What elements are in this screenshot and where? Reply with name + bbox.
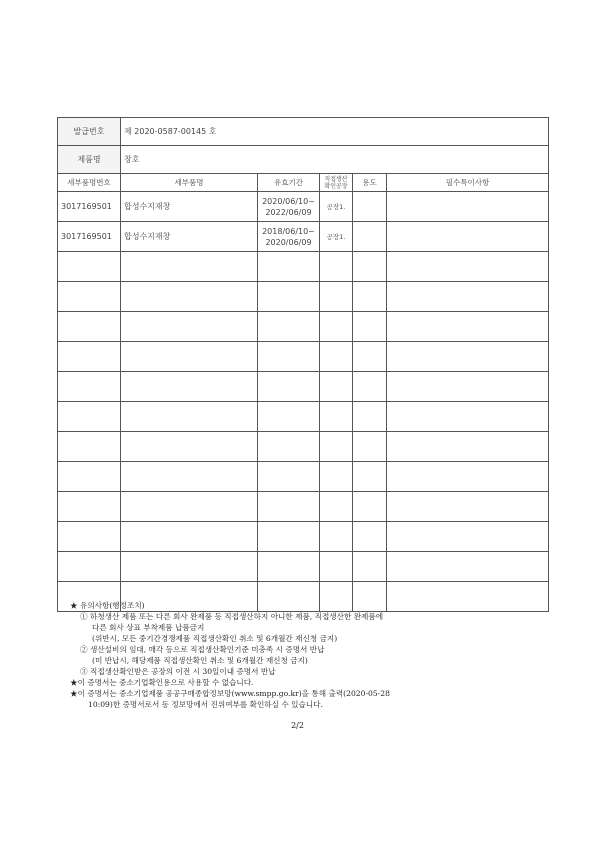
row-code: 3017169501 <box>58 222 121 252</box>
table-row <box>58 192 549 222</box>
note-item-3: ③ 직접생산확인받은 공장의 이전 시 30일이내 증명서 반납 <box>80 667 276 676</box>
empty-row <box>58 252 549 282</box>
period-end: 2022/06/09 <box>265 207 312 217</box>
row-notes <box>387 222 549 252</box>
empty-row <box>58 432 549 462</box>
row-period <box>258 192 320 222</box>
notes-title: ★ 유의사항(행정조치) <box>70 601 145 610</box>
row-period <box>258 222 320 252</box>
row-notes <box>387 192 549 222</box>
issue-number-value: 제 2020-0587-00145 호 <box>121 118 549 146</box>
usage-notice: ★이 증명서는 중소기업확인용으로 사용할 수 없습니다. <box>70 678 254 687</box>
table-row <box>58 222 549 252</box>
certificate-table <box>57 117 549 612</box>
row-factory: 공장1. <box>320 222 353 252</box>
empty-row <box>58 522 549 552</box>
empty-row <box>58 342 549 372</box>
empty-row <box>58 372 549 402</box>
row-code: 3017169501 <box>58 192 121 222</box>
note-item-2-penalty: (미 반납시, 해당제품 직접생산확인 취소 및 6개월간 재신청 금지) <box>92 656 308 665</box>
empty-row <box>58 282 549 312</box>
issue-number-row <box>58 118 549 146</box>
verification-notice-cont: 10:09)한 증명서로서 동 정보망에서 진위여부를 확인하실 수 있습니다. <box>88 700 323 709</box>
row-factory: 공장1. <box>320 192 353 222</box>
page-number: 2/2 <box>291 721 304 730</box>
issue-number-label: 발급번호 <box>58 118 121 146</box>
row-use <box>353 222 387 252</box>
empty-row <box>58 402 549 432</box>
empty-row <box>58 552 549 582</box>
col-header-name: 세부품명 <box>121 174 258 192</box>
note-item-1-cont: 다른 회사 상표 부착제품 납품금지 <box>92 623 205 632</box>
empty-row <box>58 492 549 522</box>
row-name: 합성수지재창 <box>121 192 258 222</box>
col-header-code: 세부품명번호 <box>58 174 121 192</box>
col-header-use: 용도 <box>353 174 387 192</box>
product-name-label: 제품명 <box>58 146 121 174</box>
col-header-period: 유효기간 <box>258 174 320 192</box>
product-name-row <box>58 146 549 174</box>
empty-row <box>58 462 549 492</box>
verification-notice: ★이 증명서는 중소기업제품 공공구매종합정보망(www.smpp.go.kr)을 통해 출력(2020-05-28 <box>70 689 390 698</box>
notes-section <box>70 600 540 710</box>
note-item-1-penalty: (위반시, 모든 중기간경쟁제품 직접생산확인 취소 및 6개월간 재신청 금지) <box>92 634 338 643</box>
col-header-factory: 직접생산 확인공장 <box>320 174 353 192</box>
column-header-row <box>58 174 549 192</box>
period-start: 2018/06/10~ <box>262 226 315 236</box>
note-item-1: ① 하청생산 제품 또는 다른 회사 완제품 등 직접생산하지 아니한 제품, 직접생산한 완제품에 <box>80 612 384 621</box>
period-start: 2020/06/10~ <box>262 196 315 206</box>
note-item-2: ② 생산설비의 임대, 매각 등으로 직접생산확인기준 미충족 시 증명서 반납 <box>80 645 325 654</box>
empty-row <box>58 312 549 342</box>
col-header-notes: 필수특이사항 <box>387 174 549 192</box>
row-name: 합성수지재창 <box>121 222 258 252</box>
period-end: 2020/06/09 <box>265 237 312 247</box>
row-use <box>353 192 387 222</box>
product-name-value: 창호 <box>121 146 549 174</box>
